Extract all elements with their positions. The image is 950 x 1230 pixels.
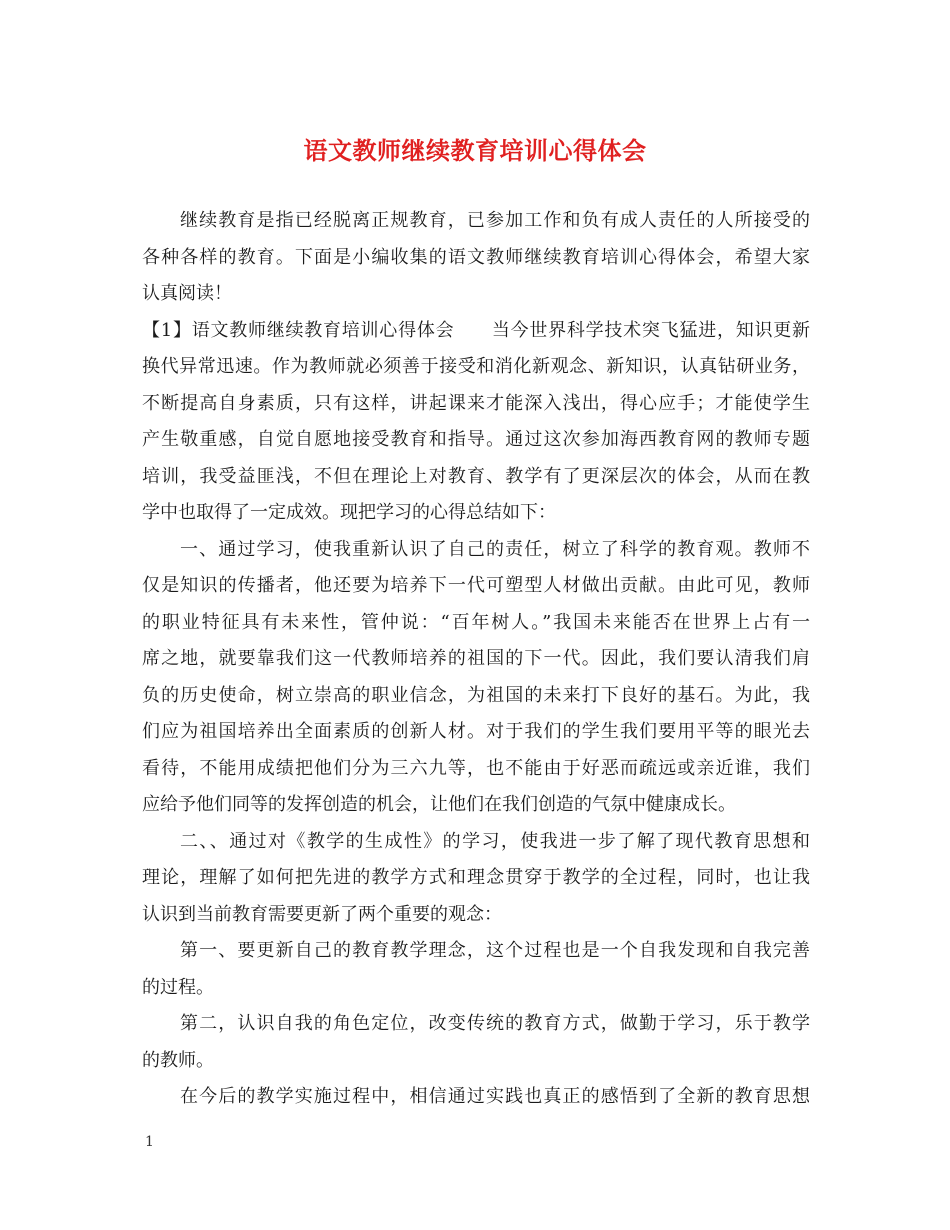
text-line: 们应为祖国培养出全面素质的创新人材。对于我们的学生我们要用平等的眼光去 [142,721,810,742]
text-line: 产生敬重感，自觉自愿地接受教育和指导。通过这次参加海西教育网的教师专题 [142,429,810,450]
text-line: 的过程。 [142,976,214,998]
text-line: 学中也取得了一定成效。现把学习的心得总结如下： [142,502,556,523]
text-line: 认真阅读！ [142,283,232,304]
text-line: 培训，我受益匪浅，不但在理论上对教育、教学有了更深层次的体会，从而在教 [142,465,810,487]
text-line: 【1】语文教师继续教育培训心得体会 当今世界科学技术突飞猛进，知识更新 [142,319,810,341]
text-line: 看待，不能用成绩把他们分为三六九等，也不能由于好恶而疏远或亲近谁，我们 [142,757,810,779]
text-line: 第二，认识自我的角色定位，改变传统的教育方式，做勤于学习，乐于教学 [180,1013,810,1034]
text-line: 席之地，就要靠我们这一代教师培养的祖国的下一代。因此，我们要认清我们肩 [142,648,810,669]
text-line: 的职业特征具有未来性，管仲说：“百年树人。”我国未来能否在世界上占有一 [142,611,810,633]
page-number: 1 [145,1134,154,1150]
text-line: 一、通过学习，使我重新认识了自己的责任，树立了科学的教育观。教师不 [180,538,810,560]
text-line: 在今后的教学实施过程中，相信通过实践也真正的感悟到了全新的教育思想 [180,1086,810,1107]
text-line: 负的历史使命，树立崇高的职业信念，为祖国的未来打下良好的基石。为此，我 [142,684,810,706]
text-line: 应给予他们同等的发挥创造的机会，让他们在我们创造的气氛中健康成长。 [142,794,736,815]
text-line: 仅是知识的传播者，他还要为培养下一代可塑型人材做出贡献。由此可见，教师 [142,575,810,596]
text-line: 认识到当前教育需要更新了两个重要的观念： [142,903,502,925]
text-line: 继续教育是指已经脱离正规教育，已参加工作和负有成人责任的人所接受的 [180,210,810,231]
text-line: 二、、通过对《教学的生成性》的学习，使我进一步了解了现代教育思想和 [180,830,810,852]
document-body [142,203,810,1116]
document-title: 语文教师继续教育培训心得体会 [303,136,647,165]
text-line: 理论，理解了如何把先进的教学方式和理念贯穿于教学的全过程，同时，也让我 [142,867,810,888]
text-line: 第一、要更新自己的教育教学理念，这个过程也是一个自我发现和自我完善 [180,940,810,961]
text-line: 的教师。 [142,1049,214,1071]
text-line: 换代异常迅速。作为教师就必须善于接受和消化新观念、新知识，认真钻研业务， [142,356,810,377]
text-line: 不断提高自身素质，只有这样，讲起课来才能深入浅出，得心应手；才能使学生 [142,392,810,414]
text-line: 各种各样的教育。下面是小编收集的语文教师继续教育培训心得体会，希望大家 [142,246,810,268]
